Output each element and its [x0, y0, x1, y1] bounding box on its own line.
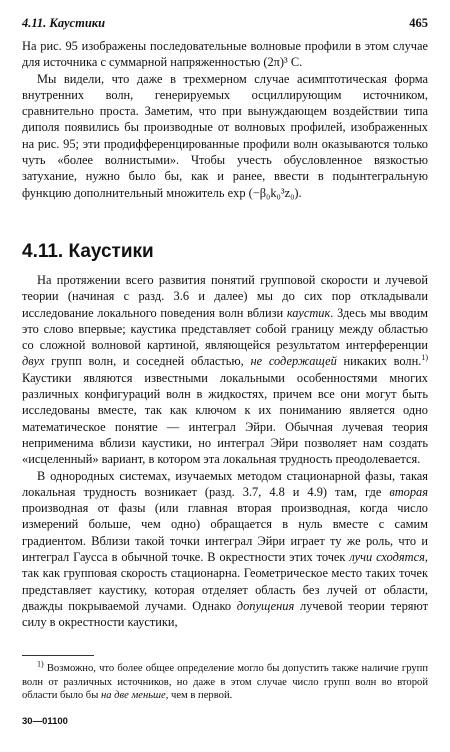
footnote-marker: 1): [421, 353, 428, 363]
footnote-text: Возможно, что более общее определение могло бы допустить также наличие групп волн от различных источников, но даже в этом случае число групп волн во второй области было бы: [22, 663, 428, 702]
running-head-section: 4.11. Каустики: [22, 16, 106, 30]
body-paragraph-2: [22, 468, 428, 631]
text-run: никаких волн.: [336, 354, 422, 369]
emphasis-second: вторая: [389, 484, 428, 499]
intro-paragraph-2: Мы видели, что даже в трехмерном случае асимптотическая форма внутренних волн, генерируемых осциллирующим источником, сравнительно проста. Заметим, что при вынуждающем воздействии типа диполя появились бы производные от волновых профилей, изображенных на рис. 95; эти продифференцированные профили волн оказываются только чуть «более волнистыми». Чтобы учесть обусловленное вязкостью затухание, нужно было бы, как и ранее, ввести в подынтегральную функцию дополнительный множитель exp (−β₀k₀³z₀).: [22, 71, 428, 200]
footnote-divider: [22, 655, 94, 656]
body-paragraph-1: [22, 272, 428, 468]
text-run: групп волн, и соседней областью,: [44, 354, 251, 369]
emphasis-not-containing: не содержащей: [250, 354, 337, 369]
emphasis-caustic: каустик: [286, 305, 331, 320]
printer-signature: 30—01100: [22, 716, 68, 727]
section-body: [22, 272, 428, 631]
text-run: В однородных системах, изучаемых методом стационарной фазы, такая локальная трудность возникает (разд. 3.7, 4.8 и 4.9) там, где: [22, 468, 428, 499]
intro-text: [22, 38, 428, 201]
footnote: [22, 659, 428, 703]
text-run: Каустики являются известными локальными особенностями многих различных конфигураций волн в жидкостях, причем все они могут быть исследованы вместе, так как ключом к их пониманию является одно математическое понятие — интеграл Эйри. Обычная лучевая теория неприменима вблизи каустики, но интеграл Эйри позволяет нам создать «исцеленный» вариант, в котором эта локальная трудность преодолевается.: [22, 370, 428, 467]
footnote-text: , чем в первой.: [165, 690, 233, 702]
footnote-mark: 1): [37, 659, 44, 669]
emphasis-rays-converge: лучи сходятся: [349, 550, 425, 565]
emphasis-two: двух: [22, 354, 45, 369]
section-heading: 4.11. Каустики: [22, 241, 154, 262]
text-run: лучевой теории теряют силу в окрестности каустики,: [22, 598, 428, 630]
emphasis-assumptions: допущения: [236, 598, 295, 613]
text-run: На протяжении всего развития понятий групповой скорости и лучевой теории (начиная с разд. 3.6 и далее) мы до сих пор откладывали исследование локального поведения волн вблизи: [22, 273, 428, 320]
running-head: [22, 14, 428, 32]
text-run: . Здесь мы вводим это слово впервые; каустика представляет собой границу между областью со сложной волновой картиной, являющейся результатом интерференции: [22, 305, 428, 353]
page-number: 465: [409, 16, 428, 30]
text-run: производная от фазы (или главная вторая производная, когда число измерений больше, чем одно) обращается в нуль вместе с самим градиентом. Вблизи такой точки интеграл Эйри играет ту же роль, что и интеграл Гаусса в обычной точке. В окрестности этих точек: [22, 501, 428, 565]
intro-paragraph-1: На рис. 95 изображены последовательные волновые профили в этом случае для источника с суммарной напряженностью (2π)³ C.: [22, 39, 428, 70]
footnote-emphasis: на две меньше: [100, 690, 166, 702]
text-run: , так как групповая скорость стационарна. Геометрическое место таких точек представляет каустику, которая отделяет область без лучей от области, дважды покрываемой лучами. Однако: [22, 550, 428, 613]
